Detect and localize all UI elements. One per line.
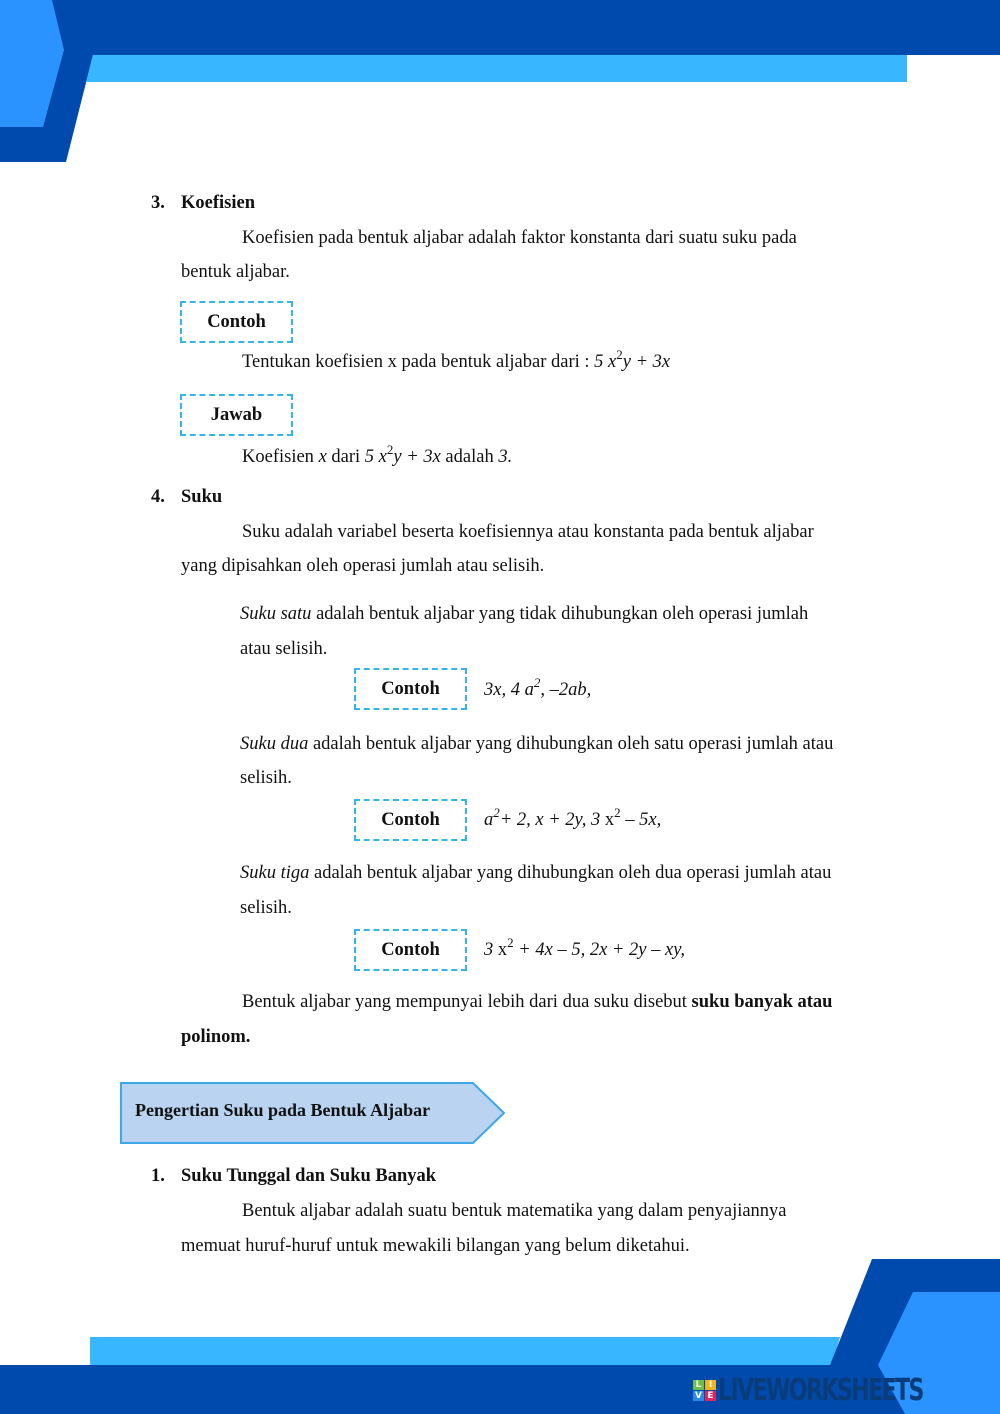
example-math	[484, 673, 591, 708]
polinom-paragraph	[242, 985, 879, 1020]
logo-letter: L	[693, 1380, 704, 1390]
paragraph: selisih.	[240, 898, 292, 918]
text: Bentuk aljabar yang mempunyai lebih dari dua suku disebut	[242, 992, 692, 1012]
question-text	[242, 345, 670, 380]
math: 5 x	[594, 352, 617, 372]
term: Suku satu	[240, 604, 312, 624]
jawab-label: Jawab	[180, 394, 293, 436]
paragraph: atau selisih.	[240, 639, 328, 659]
text: adalah bentuk aljabar yang dihubungkan oleh dua operasi jumlah atau	[309, 863, 832, 883]
text: Koefisien	[242, 447, 319, 467]
math: y + 3x	[393, 447, 441, 467]
text: adalah bentuk aljabar yang dihubungkan oleh satu operasi jumlah atau	[308, 734, 834, 754]
math: + 2, x + 2y, 3	[499, 810, 605, 830]
contoh-label: Contoh	[354, 799, 467, 841]
contoh-label: Contoh	[354, 668, 467, 710]
paragraph: yang dipisahkan oleh operasi jumlah atau selisih.	[181, 556, 545, 576]
math: a	[484, 810, 494, 830]
math: – 5x,	[620, 810, 662, 830]
math-sup: 2	[493, 805, 500, 820]
section-title: Koefisien	[181, 193, 255, 213]
math: 3.	[498, 447, 513, 467]
text: dari	[326, 447, 365, 467]
math: + 4x – 5, 2x + 2y – xy,	[513, 940, 686, 960]
example-math	[484, 933, 685, 968]
liveworksheets-logo	[693, 1373, 968, 1408]
paragraph: Koefisien pada bentuk aljabar adalah faktor konstanta dari suatu suku pada	[242, 228, 797, 248]
term: Suku tiga	[240, 863, 310, 883]
math-sup: 2	[533, 675, 541, 690]
suku-satu-def	[240, 597, 879, 632]
section-banner-title: Pengertian Suku pada Bentuk Aljabar	[135, 1100, 431, 1120]
math-sup: 2	[614, 805, 621, 820]
math: x	[497, 940, 508, 960]
answer-text	[242, 440, 512, 475]
paragraph: Suku adalah variabel beserta koefisiennya atau konstanta pada bentuk aljabar	[242, 522, 814, 542]
suku-tiga-def	[240, 856, 879, 891]
paragraph: bentuk aljabar.	[181, 262, 290, 282]
section-title: Suku Tunggal dan Suku Banyak	[181, 1166, 437, 1186]
math: 3	[484, 940, 498, 960]
math-sup: 2	[616, 347, 623, 362]
example-math	[484, 803, 661, 838]
math: x	[604, 810, 615, 830]
section-number: 4.	[151, 487, 165, 507]
paragraph: Bentuk aljabar adalah suatu bentuk matematika yang dalam penyajiannya	[242, 1201, 787, 1221]
text: Tentukan koefisien x pada bentuk aljabar dari :	[242, 352, 595, 372]
math-sup: 2	[386, 442, 394, 457]
logo-letter: E	[705, 1391, 716, 1401]
text: adalah	[440, 447, 499, 467]
math: 5 x	[364, 447, 387, 467]
term: polinom.	[181, 1027, 251, 1047]
contoh-label: Contoh	[354, 929, 467, 971]
logo-text: LIVEWORKSHEETS	[718, 1373, 923, 1408]
math: , –2ab,	[540, 680, 592, 700]
contoh-label: Contoh	[180, 301, 293, 343]
paragraph: selisih.	[240, 768, 292, 788]
section-number: 1.	[151, 1166, 165, 1186]
term: Suku dua	[240, 734, 309, 754]
text: adalah bentuk aljabar yang tidak dihubungkan oleh operasi jumlah	[311, 604, 809, 624]
math-sup: 2	[507, 935, 514, 950]
section-number: 3.	[151, 193, 165, 213]
term: suku banyak atau	[691, 992, 833, 1012]
math: x	[318, 447, 327, 467]
section-title: Suku	[181, 487, 223, 507]
header-decoration	[0, 0, 1000, 170]
logo-letter: I	[705, 1380, 716, 1390]
suku-dua-def	[240, 727, 879, 762]
paragraph: memuat huruf-huruf untuk mewakili bilangan yang belum diketahui.	[181, 1236, 690, 1256]
math: y + 3x	[622, 352, 671, 372]
logo-letter: V	[693, 1391, 704, 1401]
math: 3x, 4 a	[484, 680, 534, 700]
